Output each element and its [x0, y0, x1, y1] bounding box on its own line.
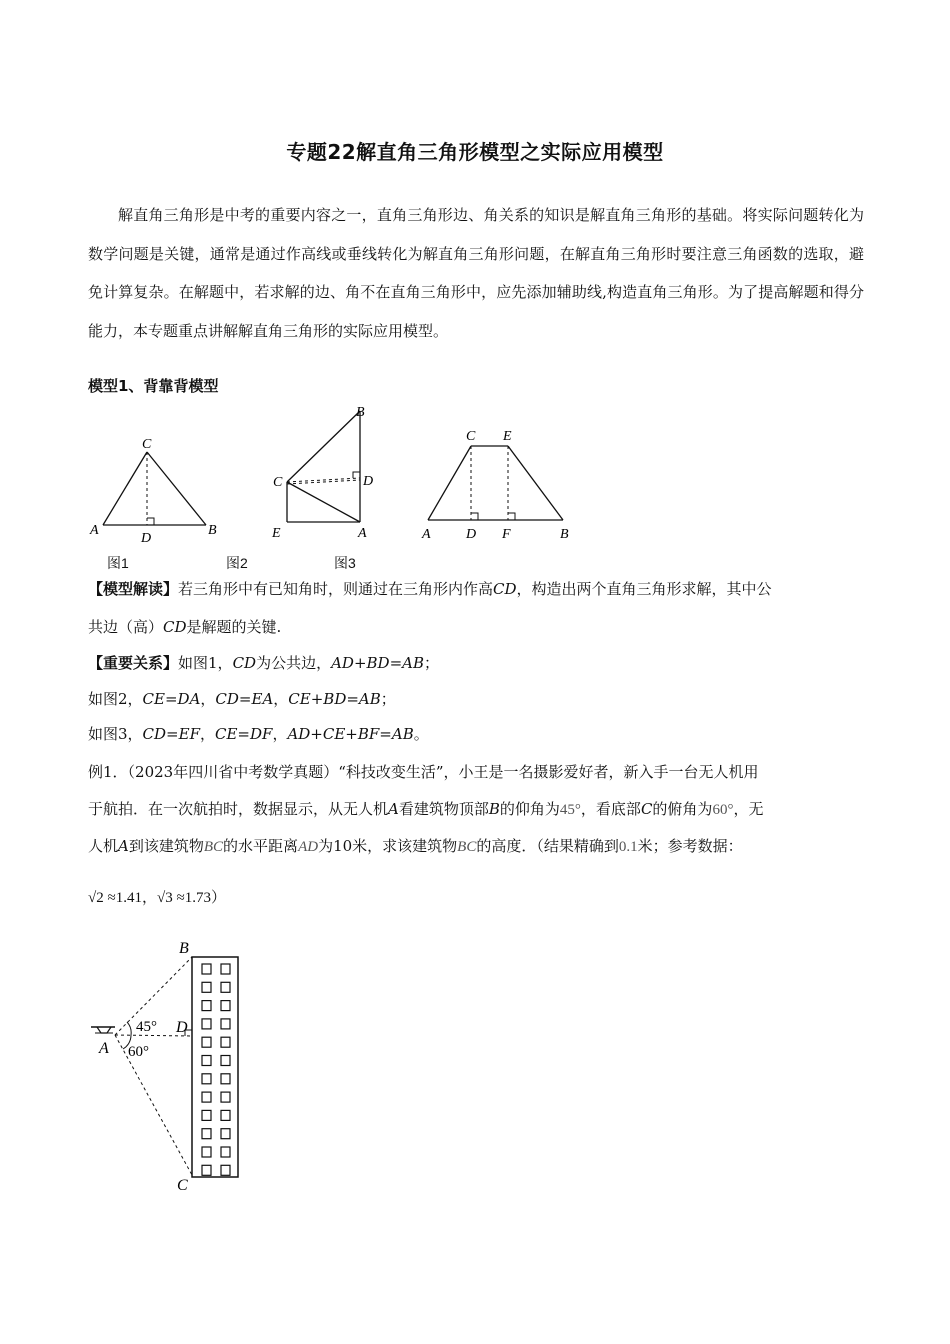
relations-r2-eq2: CD=EA — [215, 690, 274, 708]
fig2-dash-cd2 — [287, 480, 360, 484]
page-title: 专题22解直角三角形模型之实际应用模型 — [286, 140, 664, 164]
fig3-label-f: F — [502, 527, 511, 542]
ex-text-3c: 的水平距离 — [223, 837, 299, 855]
fig1-label-c: C — [142, 437, 152, 452]
relations-r3-eq3: AD+CE+BF=AB — [287, 725, 414, 743]
relations-line-1 — [88, 653, 864, 673]
fig3-label-b: B — [560, 527, 569, 542]
diagram-label-45: 45° — [136, 1019, 157, 1035]
fig1-label-b: B — [208, 523, 217, 538]
fig1-side-ac — [103, 452, 147, 525]
ref-sqrt3: √3 ≈1.73 — [156, 890, 211, 906]
relations-r1-prefix: 如图1， — [178, 654, 233, 672]
fig2-label-b: B — [356, 405, 365, 420]
example1-line-3 — [88, 836, 864, 857]
relations-r2-sep1: ， — [200, 690, 216, 708]
diagram-label-c: C — [177, 1177, 188, 1194]
relations-r3-end: 。 — [413, 725, 429, 743]
ex-angle-45: 45° — [559, 802, 581, 818]
relations-r1-eq: AD+BD=AB — [331, 654, 424, 672]
fig3-label-c: C — [466, 429, 476, 444]
relations-line-2 — [88, 689, 864, 709]
interpretation-text-2: ，构造出两个直角三角形求解，其中公 — [516, 580, 772, 598]
figure-3-caption: 图3 — [334, 555, 356, 571]
fig2-side-ca — [287, 482, 360, 522]
interpretation-cd-2: CD — [163, 618, 187, 636]
fig3-right-angle-d — [471, 513, 478, 520]
ex-var-bc: BC — [203, 839, 224, 855]
example1-reference-data — [88, 888, 864, 908]
fig2-label-a: A — [358, 526, 367, 541]
interpretation-text-4: 是解题的关键. — [186, 618, 282, 636]
ex-var-a2: A — [118, 837, 129, 855]
diagram-label-a: A — [99, 1040, 109, 1057]
angle-arc-45 — [127, 1022, 131, 1035]
example1-line-1: 例1．（2023年四川省中考数学真题）“科技改变生活”，小王是一名摄影爱好者，新入手一台无人机用 — [88, 763, 759, 781]
relations-r1-end: ； — [424, 654, 440, 672]
example1-line-2 — [88, 799, 864, 820]
building — [192, 957, 238, 1177]
relations-label: 【重要关系】 — [88, 654, 179, 672]
interpretation-label: 【模型解读】 — [88, 580, 179, 598]
relations-r3-eq1: CD=EF — [142, 725, 200, 743]
fig1-right-angle — [147, 518, 154, 525]
relations-r3-sep1: ， — [199, 725, 215, 743]
fig2-label-e: E — [272, 526, 281, 541]
ref-sep: ， — [141, 890, 157, 906]
sight-line-ac — [115, 1035, 192, 1175]
fig2-right-angle — [353, 472, 360, 478]
diagram-label-d: D — [176, 1019, 188, 1036]
fig3-label-e: E — [503, 429, 512, 444]
fig3-side-ac — [428, 446, 471, 520]
fig1-label-d: D — [141, 531, 152, 546]
relations-r1-mid: 为公共边， — [256, 654, 332, 672]
ex-text-2c: 的仰角为 — [499, 800, 560, 818]
fig3-side-eb — [508, 446, 563, 520]
ex-var-b: B — [488, 800, 500, 818]
ex-var-a: A — [388, 800, 399, 818]
figure-3 — [410, 420, 585, 550]
ex-var-bc2: BC — [457, 839, 477, 855]
relations-line-3 — [88, 724, 864, 744]
fig3-label-d: D — [466, 527, 477, 542]
ex-text-3a: 人机 — [88, 837, 119, 855]
ex-precision: 0.1 — [618, 839, 638, 855]
ex-text-2f: ，无 — [733, 800, 764, 818]
ex-var-ad: AD — [298, 839, 319, 855]
fig2-label-d: D — [363, 474, 374, 489]
ref-sqrt2: √2 ≈1.41 — [88, 890, 142, 906]
fig2-side-cb — [287, 411, 360, 482]
interpretation-text-1: 若三角形中有已知角时，则通过在三角形内作高 — [178, 580, 494, 598]
ex-text-3d: 为10米，求该建筑物 — [318, 837, 458, 855]
figure-1-caption: 图1 — [107, 555, 129, 571]
diagram-label-b: B — [179, 940, 189, 957]
figure-2 — [265, 400, 385, 550]
drone-icon — [91, 1027, 115, 1033]
relations-r2-eq1: CE=DA — [142, 690, 201, 708]
interpretation-text-3: 共边（高） — [88, 618, 164, 636]
fig2-dash-cd — [287, 478, 360, 482]
fig3-right-angle-f — [508, 513, 515, 520]
intro-paragraph: 解直角三角形是中考的重要内容之一，直角三角形边、角关系的知识是解直角三角形的基础。将实际问题转化为数学问题是关键，通常是通过作高线或垂线转化为解直角三角形问题，在解直角三角形时要注意三角函数的选取，避免计算复杂。在解题中，若求解的边、角不在直角三角形中，应先添加辅助线,构造直角三角形。为了提高解题和得分能力，本专题重点讲解解直角三角形的实际应用模型。 — [88, 206, 864, 340]
figure-1 — [88, 430, 228, 550]
ex-var-c: C — [640, 800, 653, 818]
relations-r2-eq3: CE+BD=AB — [288, 690, 381, 708]
ex-text-3e: 的高度．（结果精确到 — [476, 837, 619, 855]
interpretation-cd: CD — [493, 580, 517, 598]
ex-angle-60: 60° — [712, 802, 734, 818]
fig2-label-c: C — [273, 475, 283, 490]
interpretation-line-1 — [88, 579, 864, 599]
diagram-label-60: 60° — [128, 1044, 149, 1060]
example1-diagram — [85, 935, 260, 1195]
relations-r2-prefix: 如图2， — [88, 690, 143, 708]
relations-r3-eq2: CE=DF — [215, 725, 273, 743]
ref-end: ） — [210, 890, 226, 906]
model1-heading: 模型1、背靠背模型 — [88, 377, 219, 395]
relations-r2-sep2: ， — [273, 690, 289, 708]
fig3-label-a: A — [422, 527, 431, 542]
relations-r3-prefix: 如图3， — [88, 725, 143, 743]
ex-text-2a: 于航拍．在一次航拍时，数据显示，从无人机 — [88, 800, 389, 818]
fig1-label-a: A — [90, 523, 99, 538]
figure-2-caption: 图2 — [226, 555, 248, 571]
ex-text-3f: 米；参考数据： — [637, 837, 743, 855]
fig1-side-cb — [147, 452, 206, 525]
interpretation-line-2 — [88, 617, 864, 637]
relations-r1-cd: CD — [232, 654, 257, 672]
relations-r2-end: ； — [380, 690, 396, 708]
ex-text-2d: ，看底部 — [580, 800, 641, 818]
relations-r3-sep2: ， — [272, 725, 288, 743]
ex-text-2b: 看建筑物顶部 — [398, 800, 489, 818]
ex-text-3b: 到该建筑物 — [128, 837, 204, 855]
ex-text-2e: 的俯角为 — [652, 800, 713, 818]
